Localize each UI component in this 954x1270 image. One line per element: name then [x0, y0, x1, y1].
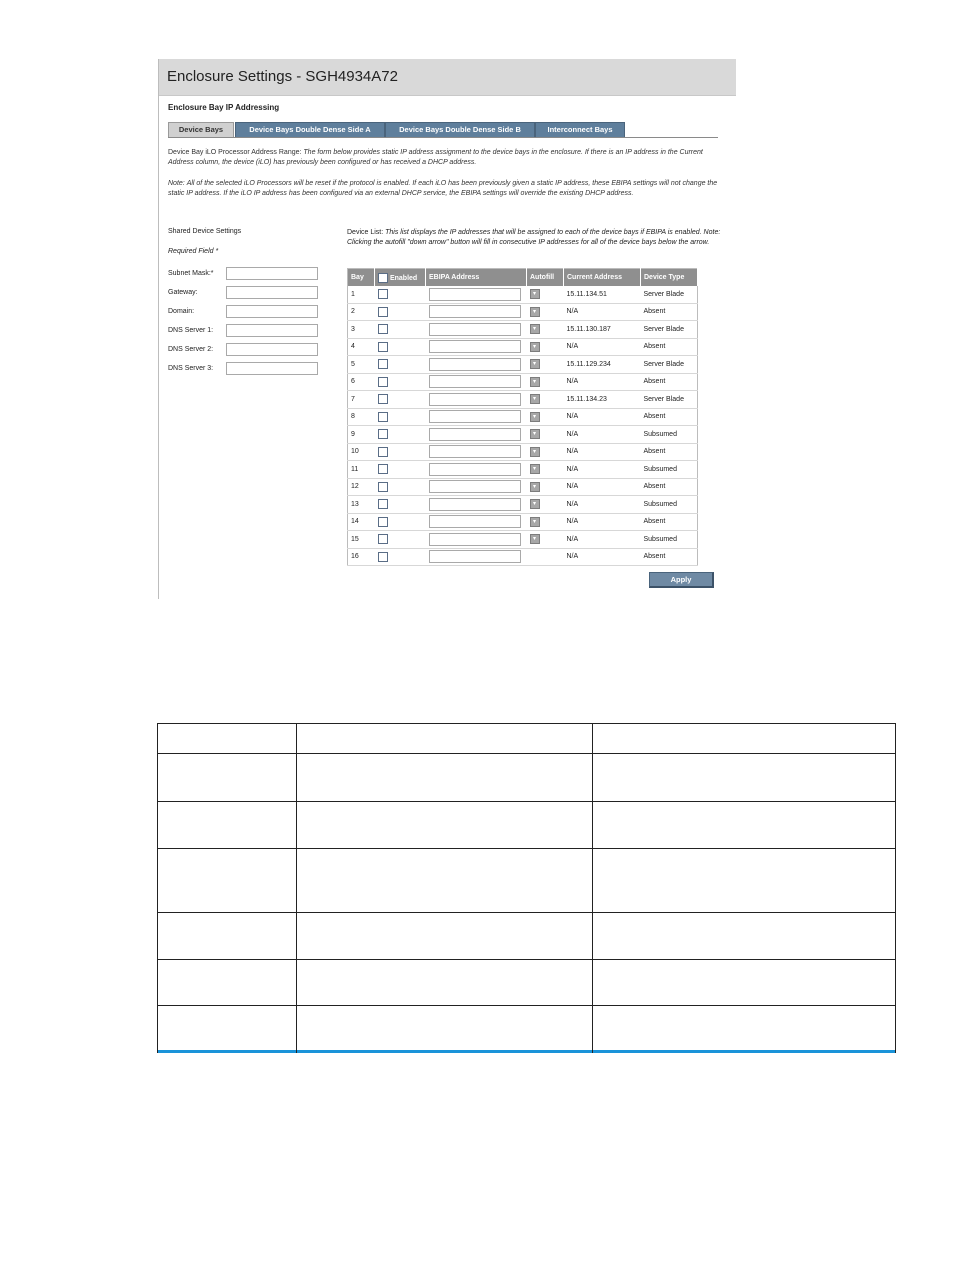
- col-autofill: Autofill: [527, 269, 564, 287]
- dns-server-3-row: [168, 362, 328, 376]
- autofill-down-arrow-icon[interactable]: ▾: [530, 394, 540, 404]
- current-address-cell: 15.11.134.51: [564, 286, 641, 303]
- dns-server-2-row: [168, 343, 328, 357]
- enabled-cell: [375, 496, 426, 514]
- enabled-cell: [375, 303, 426, 321]
- gateway-label: Gateway:: [168, 289, 198, 296]
- ebipa-address-input[interactable]: [429, 305, 521, 318]
- autofill-down-arrow-icon[interactable]: ▾: [530, 429, 540, 439]
- device-list-text: This list displays the IP addresses that will be assigned to each of the device bays if EBIPA is enabled. Note: Clicking the autofill "down arrow" button will fill in consecutive IP addresses for all of the device bays below the arrow.: [347, 229, 721, 246]
- enabled-checkbox[interactable]: [378, 342, 388, 352]
- table-right-rule: [895, 723, 896, 1053]
- table-row-rule: [157, 912, 896, 913]
- subnet-mask-label: Subnet Mask:*: [168, 270, 214, 277]
- autofill-cell: [527, 478, 564, 496]
- range-label: Device Bay iLO Processor Address Range:: [168, 149, 302, 156]
- enabled-checkbox[interactable]: [378, 464, 388, 474]
- range-description: [168, 148, 718, 168]
- enabled-checkbox[interactable]: [378, 447, 388, 457]
- col-ebipa: EBIPA Address: [426, 269, 527, 287]
- domain-row: [168, 305, 328, 319]
- table-col-rule: [296, 723, 297, 1053]
- bay-cell: 14: [348, 513, 375, 531]
- subnet-mask-row: [168, 267, 328, 281]
- bay-cell: 16: [348, 548, 375, 566]
- enabled-cell: [375, 356, 426, 374]
- ebipa-cell: [426, 321, 527, 339]
- ebipa-address-input[interactable]: [429, 428, 521, 441]
- enabled-checkbox[interactable]: [378, 324, 388, 334]
- device-type-cell: Absent: [641, 408, 698, 426]
- device-type-cell: Subsumed: [641, 531, 698, 549]
- table-row: [348, 513, 698, 531]
- enabled-cell: [375, 443, 426, 461]
- enabled-checkbox[interactable]: [378, 289, 388, 299]
- enclosure-settings-screenshot: [158, 59, 736, 599]
- ebipa-cell: [426, 513, 527, 531]
- enabled-cell: [375, 426, 426, 444]
- autofill-cell: [527, 286, 564, 303]
- table-col-rule: [592, 723, 593, 1053]
- autofill-cell: [527, 461, 564, 479]
- table-row: [348, 303, 698, 321]
- enabled-checkbox[interactable]: [378, 307, 388, 317]
- device-type-cell: Absent: [641, 303, 698, 321]
- enabled-cell: [375, 548, 426, 566]
- autofill-cell: [527, 443, 564, 461]
- current-address-cell: N/A: [564, 548, 641, 566]
- dns-server-2-input[interactable]: [226, 343, 318, 356]
- shared-settings-title: Shared Device Settings: [168, 228, 242, 235]
- device-type-cell: Absent: [641, 373, 698, 391]
- device-list-table: [347, 268, 698, 566]
- table-row-rule: [157, 1005, 896, 1006]
- domain-label: Domain:: [168, 308, 195, 315]
- autofill-down-arrow-icon[interactable]: ▾: [530, 359, 540, 369]
- enabled-cell: [375, 321, 426, 339]
- device-type-cell: Server Blade: [641, 286, 698, 303]
- tab-double-dense-side-a[interactable]: Device Bays Double Dense Side A: [235, 122, 385, 137]
- table-row: [348, 373, 698, 391]
- current-address-cell: N/A: [564, 338, 641, 356]
- ebipa-address-input[interactable]: [429, 393, 521, 406]
- ebipa-address-input[interactable]: [429, 445, 521, 458]
- enabled-cell: [375, 408, 426, 426]
- current-address-cell: N/A: [564, 426, 641, 444]
- table-row: [348, 461, 698, 479]
- enabled-checkbox[interactable]: [378, 359, 388, 369]
- current-address-cell: 15.11.130.187: [564, 321, 641, 339]
- table-row: [348, 443, 698, 461]
- autofill-down-arrow-icon[interactable]: ▾: [530, 412, 540, 422]
- current-address-cell: N/A: [564, 373, 641, 391]
- current-address-cell: N/A: [564, 461, 641, 479]
- ebipa-cell: [426, 391, 527, 409]
- current-address-cell: N/A: [564, 496, 641, 514]
- autofill-down-arrow-icon[interactable]: ▾: [530, 534, 540, 544]
- table-row-rule: [157, 848, 896, 849]
- bay-cell: 7: [348, 391, 375, 409]
- enabled-checkbox[interactable]: [378, 482, 388, 492]
- ebipa-address-input[interactable]: [429, 323, 521, 336]
- bay-cell: 11: [348, 461, 375, 479]
- enabled-cell: [375, 461, 426, 479]
- enabled-checkbox[interactable]: [378, 412, 388, 422]
- autofill-down-arrow-icon[interactable]: ▾: [530, 289, 540, 299]
- ebipa-cell: [426, 496, 527, 514]
- device-type-cell: Subsumed: [641, 496, 698, 514]
- tab-bar: [168, 122, 718, 138]
- ebipa-address-input[interactable]: [429, 550, 521, 563]
- autofill-cell: [527, 496, 564, 514]
- autofill-cell: [527, 408, 564, 426]
- enabled-checkbox[interactable]: [378, 429, 388, 439]
- current-address-cell: 15.11.129.234: [564, 356, 641, 374]
- domain-input[interactable]: [226, 305, 318, 318]
- bay-cell: 4: [348, 338, 375, 356]
- bay-cell: 12: [348, 478, 375, 496]
- note-text: All of the selected iLO Processors will be reset if the protocol is enabled. If each iLO has been previously given a static IP address, these EBIPA settings will not change the static IP address. If the iLO IP address has been configured via an external DHCP service, the EBIPA settings will override the existing DHCP address.: [168, 180, 718, 197]
- autofill-down-arrow-icon[interactable]: ▾: [530, 499, 540, 509]
- current-address-cell: 15.11.134.23: [564, 391, 641, 409]
- table-bottom-rule: [157, 1050, 896, 1053]
- current-address-cell: N/A: [564, 513, 641, 531]
- device-list-note: [347, 228, 727, 248]
- bay-cell: 10: [348, 443, 375, 461]
- dns-server-1-input[interactable]: [226, 324, 318, 337]
- device-type-cell: Server Blade: [641, 391, 698, 409]
- col-bay: Bay: [348, 269, 375, 287]
- autofill-down-arrow-icon[interactable]: ▾: [530, 307, 540, 317]
- table-row-rule: [157, 959, 896, 960]
- note-label: Note:: [168, 180, 185, 187]
- ebipa-address-input[interactable]: [429, 480, 521, 493]
- gateway-row: [168, 286, 328, 300]
- ebipa-address-input[interactable]: [429, 375, 521, 388]
- enabled-checkbox[interactable]: [378, 394, 388, 404]
- note-description: [168, 179, 718, 199]
- enabled-cell: [375, 286, 426, 303]
- autofill-down-arrow-icon[interactable]: ▾: [530, 517, 540, 527]
- bay-cell: 6: [348, 373, 375, 391]
- col-device-type: Device Type: [641, 269, 698, 287]
- required-note: Required Field *: [168, 248, 219, 255]
- empty-document-table: [157, 723, 896, 1053]
- ebipa-cell: [426, 408, 527, 426]
- dns-server-2-label: DNS Server 2:: [168, 346, 214, 353]
- autofill-down-arrow-icon[interactable]: ▾: [530, 377, 540, 387]
- current-address-cell: N/A: [564, 408, 641, 426]
- autofill-cell: [527, 321, 564, 339]
- bay-cell: 8: [348, 408, 375, 426]
- subnet-mask-input[interactable]: [226, 267, 318, 280]
- ebipa-address-input[interactable]: [429, 410, 521, 423]
- ebipa-cell: [426, 373, 527, 391]
- ebipa-address-input[interactable]: [429, 498, 521, 511]
- device-type-cell: Absent: [641, 443, 698, 461]
- ebipa-cell: [426, 303, 527, 321]
- table-row: [348, 321, 698, 339]
- autofill-cell: [527, 303, 564, 321]
- device-type-cell: Absent: [641, 513, 698, 531]
- bay-cell: 9: [348, 426, 375, 444]
- device-type-cell: Absent: [641, 548, 698, 566]
- ebipa-address-input[interactable]: [429, 358, 521, 371]
- autofill-down-arrow-icon[interactable]: ▾: [530, 482, 540, 492]
- autofill-down-arrow-icon[interactable]: ▾: [530, 464, 540, 474]
- table-row: [348, 531, 698, 549]
- section-subhead: Enclosure Bay IP Addressing: [168, 103, 280, 112]
- col-enabled-label: Enabled: [389, 274, 418, 282]
- device-type-cell: Server Blade: [641, 356, 698, 374]
- enabled-cell: [375, 531, 426, 549]
- ebipa-cell: [426, 426, 527, 444]
- ebipa-cell: [426, 531, 527, 549]
- autofill-cell: [527, 531, 564, 549]
- enabled-cell: [375, 513, 426, 531]
- autofill-cell: [527, 426, 564, 444]
- autofill-cell: [527, 391, 564, 409]
- enabled-cell: [375, 338, 426, 356]
- gateway-input[interactable]: [226, 286, 318, 299]
- ebipa-cell: [426, 286, 527, 303]
- tab-double-dense-side-b[interactable]: Device Bays Double Dense Side B: [385, 122, 535, 137]
- dns-server-3-label: DNS Server 3:: [168, 365, 214, 372]
- bay-cell: 3: [348, 321, 375, 339]
- tab-interconnect-bays[interactable]: Interconnect Bays: [535, 122, 625, 137]
- table-row: [348, 408, 698, 426]
- table-left-rule: [157, 723, 158, 1053]
- table-row: [348, 478, 698, 496]
- enabled-checkbox[interactable]: [378, 534, 388, 544]
- table-row: [348, 286, 698, 303]
- autofill-cell: [527, 513, 564, 531]
- table-row: [348, 426, 698, 444]
- autofill-down-arrow-icon[interactable]: ▾: [530, 342, 540, 352]
- ebipa-address-input[interactable]: [429, 533, 521, 546]
- tab-device-bays[interactable]: Device Bays: [168, 122, 234, 137]
- device-type-cell: Subsumed: [641, 461, 698, 479]
- device-type-cell: Server Blade: [641, 321, 698, 339]
- current-address-cell: N/A: [564, 531, 641, 549]
- table-row: [348, 391, 698, 409]
- enabled-cell: [375, 478, 426, 496]
- autofill-down-arrow-icon[interactable]: ▾: [530, 447, 540, 457]
- enabled-checkbox[interactable]: [378, 377, 388, 387]
- col-current-address: Current Address: [564, 269, 641, 287]
- autofill-cell: [527, 356, 564, 374]
- table-row: [348, 356, 698, 374]
- ebipa-address-input[interactable]: [429, 288, 521, 301]
- enabled-checkbox[interactable]: [378, 552, 388, 562]
- autofill-cell: [527, 548, 564, 566]
- ebipa-address-input[interactable]: [429, 340, 521, 353]
- device-list-body: [348, 286, 698, 566]
- dns-server-1-label: DNS Server 1:: [168, 327, 214, 334]
- bay-cell: 5: [348, 356, 375, 374]
- device-type-cell: Absent: [641, 338, 698, 356]
- autofill-cell: [527, 373, 564, 391]
- autofill-down-arrow-icon[interactable]: ▾: [530, 324, 540, 334]
- dns-server-1-row: [168, 324, 328, 338]
- enabled-cell: [375, 391, 426, 409]
- current-address-cell: N/A: [564, 443, 641, 461]
- range-text: The form below provides static IP address assignment to the device bays in the enclosure. If there is an IP address in the Current Address column, the device (iLO) has previously been configured or has received a DHCP address.: [168, 149, 703, 166]
- col-enabled: [375, 269, 426, 287]
- apply-button[interactable]: Apply: [649, 572, 714, 588]
- ebipa-cell: [426, 548, 527, 566]
- device-list-label: Device List:: [347, 229, 384, 236]
- autofill-cell: [527, 338, 564, 356]
- dns-server-3-input[interactable]: [226, 362, 318, 375]
- table-row: [348, 496, 698, 514]
- table-header-row: [348, 269, 698, 287]
- bay-cell: 2: [348, 303, 375, 321]
- table-row: [348, 338, 698, 356]
- bay-cell: 15: [348, 531, 375, 549]
- enabled-cell: [375, 373, 426, 391]
- ebipa-cell: [426, 338, 527, 356]
- ebipa-cell: [426, 461, 527, 479]
- device-type-cell: Subsumed: [641, 426, 698, 444]
- ebipa-cell: [426, 478, 527, 496]
- current-address-cell: N/A: [564, 303, 641, 321]
- table-row: [348, 548, 698, 566]
- enabled-checkbox[interactable]: [378, 517, 388, 527]
- ebipa-address-input[interactable]: [429, 515, 521, 528]
- table-row-rule: [157, 801, 896, 802]
- ebipa-address-input[interactable]: [429, 463, 521, 476]
- bay-cell: 1: [348, 286, 375, 303]
- enable-all-checkbox[interactable]: [378, 273, 388, 283]
- ebipa-cell: [426, 356, 527, 374]
- ebipa-cell: [426, 443, 527, 461]
- current-address-cell: N/A: [564, 478, 641, 496]
- bay-cell: 13: [348, 496, 375, 514]
- table-top-rule: [157, 723, 896, 724]
- window-title: Enclosure Settings - SGH4934A72: [159, 59, 736, 96]
- table-header-rule: [157, 753, 896, 754]
- enabled-checkbox[interactable]: [378, 499, 388, 509]
- device-type-cell: Absent: [641, 478, 698, 496]
